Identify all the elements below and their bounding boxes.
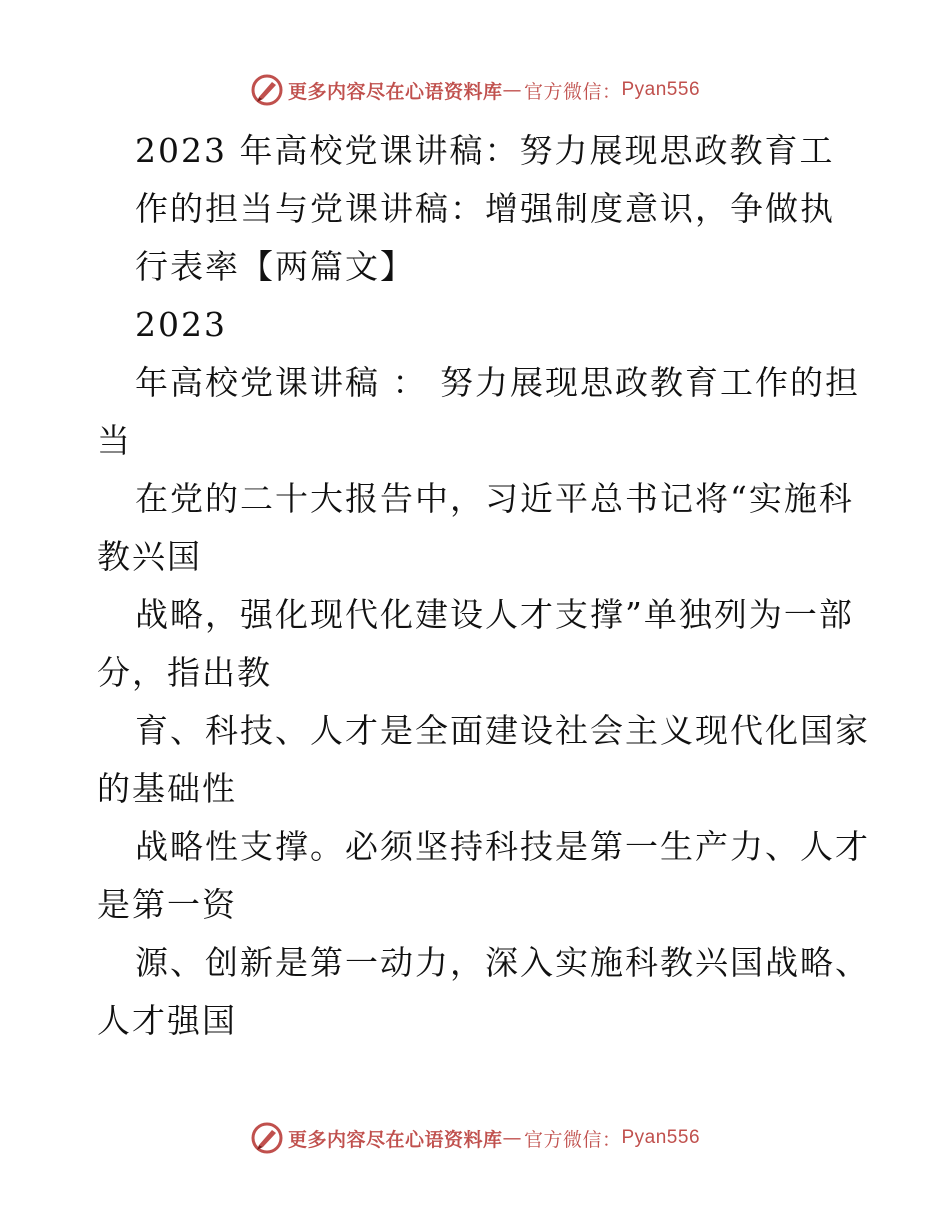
body-line-5: 教兴国 bbox=[97, 537, 202, 576]
brand-logo-icon bbox=[250, 73, 284, 107]
footer-wechat-label: 官方微信： bbox=[523, 1128, 622, 1151]
title-line-3: 行表率【两篇文】 bbox=[135, 247, 415, 286]
body-line-9: 的基础性 bbox=[97, 769, 237, 808]
header-separator: — bbox=[502, 79, 522, 101]
header-brand-text: 更多内容尽在心语资料库 bbox=[287, 80, 503, 103]
body-line-8: 育、科技、人才是全面建设社会主义现代化国家 bbox=[135, 711, 870, 750]
footer-separator: — bbox=[502, 1127, 522, 1149]
title-line-2: 作的担当与党课讲稿：增强制度意识，争做执 bbox=[135, 189, 835, 228]
document-body bbox=[97, 122, 870, 1050]
footer-wechat-id: Pyan556 bbox=[621, 1127, 701, 1148]
body-line-2: 年高校党课讲稿 ： 努力展现思政教育工作的担 bbox=[135, 363, 860, 402]
body-line-10: 战略性支撑。必须坚持科技是第一生产力、人才 bbox=[135, 827, 870, 866]
body-line-1: 2023 bbox=[135, 305, 227, 344]
header-wechat-label: 官方微信： bbox=[523, 80, 622, 103]
body-line-12: 源、创新是第一动力，深入实施科教兴国战略、 bbox=[135, 943, 870, 982]
body-line-4: 在党的二十大报告中，习近平总书记将“实施科 bbox=[135, 479, 854, 518]
footer-brand-text: 更多内容尽在心语资料库 bbox=[287, 1128, 503, 1151]
header-banner bbox=[0, 70, 950, 110]
body-line-13: 人才强国 bbox=[97, 1001, 237, 1040]
header-wechat-id: Pyan556 bbox=[621, 79, 701, 100]
body-line-7: 分，指出教 bbox=[97, 653, 272, 692]
footer-banner bbox=[0, 1118, 950, 1158]
body-line-6: 战略，强化现代化建设人才支撑”单独列为一部 bbox=[135, 595, 854, 634]
body-line-3: 当 bbox=[97, 421, 132, 460]
title-line-1: 2023 年高校党课讲稿：努力展现思政教育工 bbox=[135, 131, 835, 170]
body-line-11: 是第一资 bbox=[97, 885, 237, 924]
brand-logo-icon bbox=[250, 1121, 284, 1155]
